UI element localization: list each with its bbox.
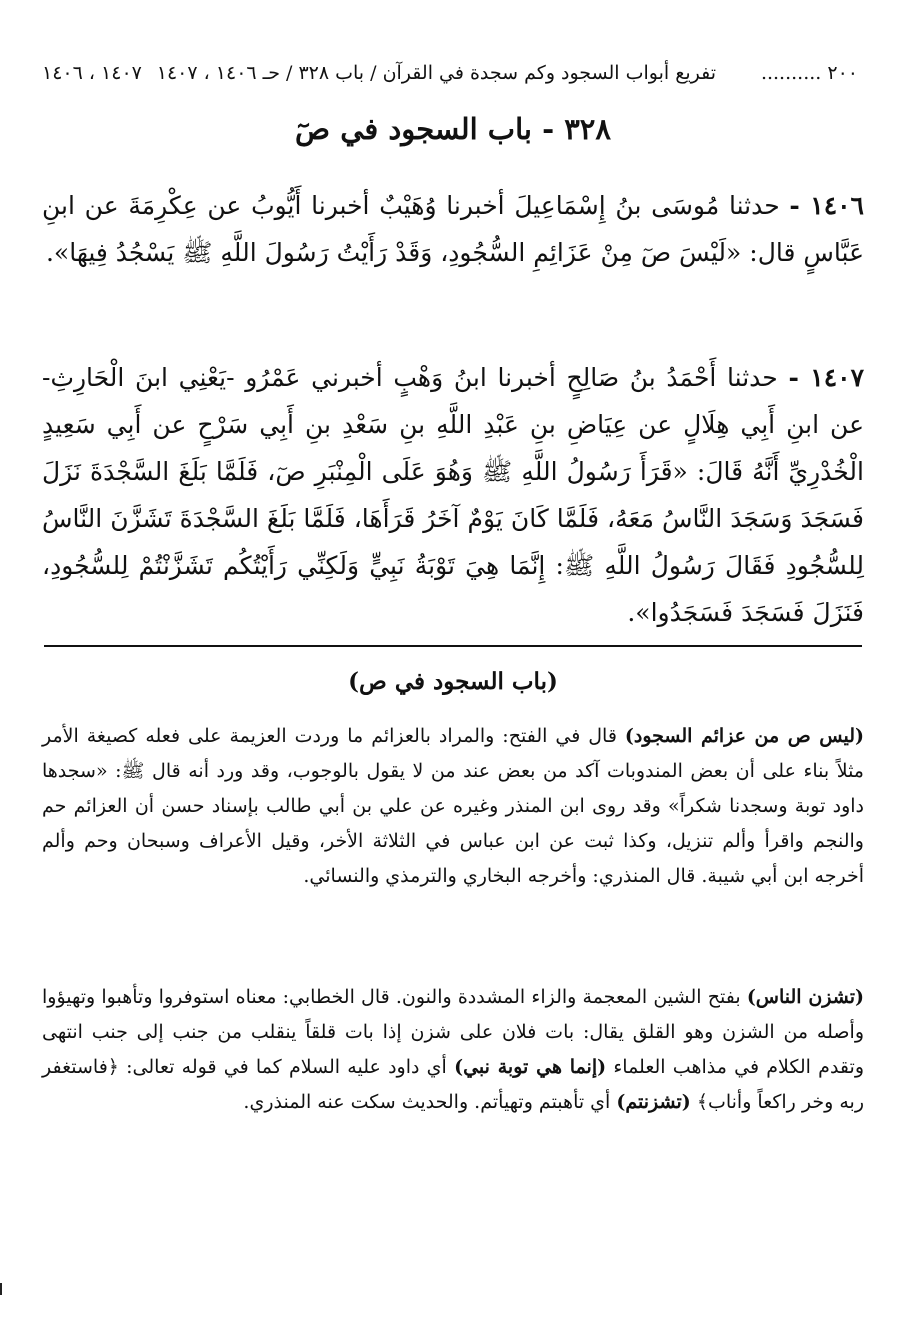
commentary-paragraph [42, 719, 864, 894]
running-header [40, 58, 866, 92]
commentary-text: أي تأهبتم وتهيأتم. والحديث سكت عنه المنذري. [243, 1091, 611, 1113]
commentary-lemma: (إنما هي توبة نبي) [454, 1056, 607, 1078]
hadith-text: حدثنا أَحْمَدُ بنُ صَالِحٍ أخبرنا ابنُ وَهْبٍ أخبرني عَمْرُو -يَعْنِي ابنَ الْحَارِثِ- عن ابنِ أَبِي هِلَالٍ عن عِيَاضِ بنِ عَبْدِ اللَّهِ بنِ سَعْدِ بنِ أَبِي سَرْحٍ عن أَبِي سَعِيدٍ الْخُدْرِيِّ أَنَّهُ قَالَ: «قَرَأَ رَسُولُ اللَّهِ ﷺ وَهُوَ عَلَى الْمِنْبَرِ صٓ، فَلَمَّا بَلَغَ السَّجْدَةَ نَزَلَ فَسَجَدَ وَسَجَدَ النَّاسُ مَعَهُ، فَلَمَّا كَانَ يَوْمٌ آخَرُ قَرَأَهَا، فَلَمَّا بَلَغَ السَّجْدَةَ تَشَزَّنَ النَّاسُ لِلسُّجُودِ فَقَالَ رَسُولُ اللَّهِ ﷺ: إِنَّمَا هِيَ تَوْبَةُ نَبِيٍّ وَلَكِنِّي رَأَيْتُكُم تَشَزَّنْتُمْ لِلسُّجُودِ، فَنَزَلَ فَسَجَدَ فَسَجَدُوا». [42, 363, 864, 627]
commentary-lemma: (تشزنتم) [616, 1091, 691, 1113]
commentary-text: أي داود عليه السلام كما في قوله تعالى: ﴿فاستغفر ربه وخر راكعاً وأناب﴾ [42, 1056, 864, 1113]
section-divider [44, 645, 862, 647]
commentary-lemma: (تشزن الناس) [746, 986, 864, 1008]
hadith-number: ١٤٠٦ - [789, 191, 864, 220]
hadith-number: ١٤٠٧ - [788, 363, 864, 392]
chapter-title: ٣٢٨ - باب السجود في صٓ [295, 112, 611, 146]
hadith-text: حدثنا مُوسَى بنُ إِسْمَاعِيلَ أخبرنا وُهَيْبٌ أخبرنا أَيُّوبُ عن عِكْرِمَةَ عن ابنِ عَبَّاسٍ قال: «لَيْسَ صٓ مِنْ عَزَائِمِ السُّجُودِ، وَقَدْ رَأَيْتُ رَسُولَ اللَّهِ ﷺ يَسْجُدُ فِيهَا». [42, 191, 864, 267]
commentary-lemma: (ليس ص من عزائم السجود) [624, 725, 864, 747]
page-number: ٢٠٠ .......... [760, 62, 858, 84]
hadith-1406 [42, 182, 864, 276]
hadith-1407 [42, 354, 864, 636]
commentary-title: (باب السجود في ص) [348, 668, 558, 695]
commentary-paragraph [42, 980, 864, 1120]
commentary-text: قال في الفتح: والمراد بالعزائم ما وردت العزيمة على فعله كصيغة الأمر مثلاً بناء على أن بعض المندوبات آكد من بعض عند من لا يقول بالوجوب، وقد ورد أنه قال ﷺ: «سجدها داود توبة وسجدنا شكراً» وقد روى ابن المنذر وغيره عن علي بن أبي طالب بإسناد حسن أن العزائم حم والنجم واقرأ وألم تنزيل، وكذا ثبت عن ابن عباس في الثلاثة الأخر، وقيل الأعراف وسبحان وحم وألم أخرجه ابن أبي شيبة. قال المنذري: وأخرجه البخاري والترمذي والنسائي. [42, 725, 864, 887]
running-title: تفريع أبواب السجود وكم سجدة في القرآن / باب ٣٢٨ / حـ ١٤٠٦ ، ١٤٠٧ [156, 62, 716, 84]
hadith-range: ١٤٠٧ ، ١٤٠٦ [42, 62, 142, 84]
scan-edge-mark [0, 1283, 2, 1295]
commentary-text: بفتح الشين المعجمة والزاء المشددة والنون. قال الخطابي: معناه استوفروا وتأهبوا وتهيؤوا وأصله من الشزن وهو القلق يقال: بات فلان على شزن إذا بات قلقاً ينقلب من جنب إلى جنب انتهى وتقدم الكلام في مذاهب العلماء [42, 986, 864, 1078]
